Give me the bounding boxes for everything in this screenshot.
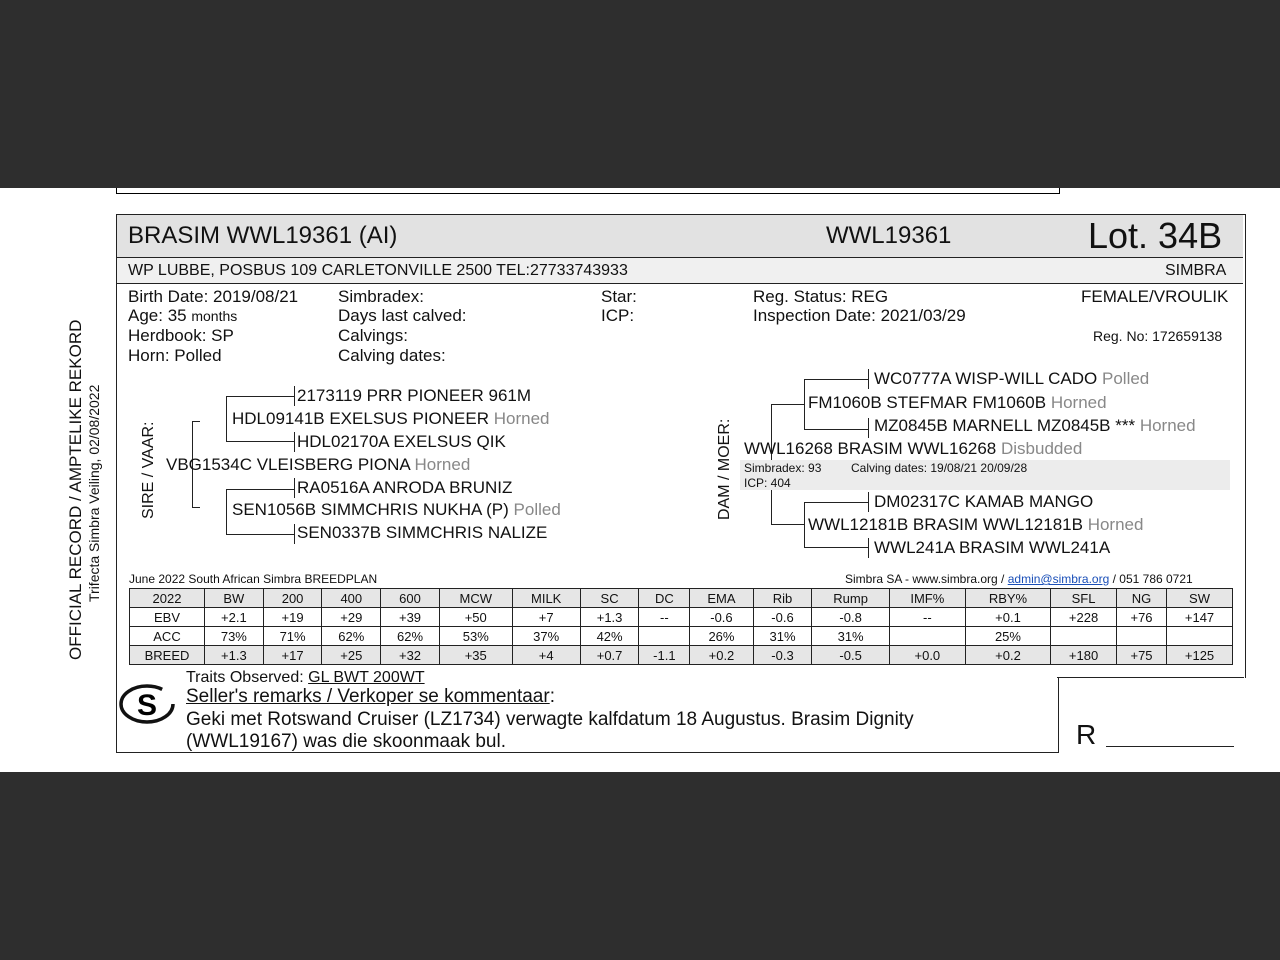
star: Star: <box>601 287 637 306</box>
price-symbol: R <box>1076 719 1097 750</box>
dam-label: DAM / MOER: <box>716 418 733 520</box>
ebv-header-cell: MILK <box>512 589 580 608</box>
ebv-cell: -1.1 <box>639 646 690 665</box>
ebv-header-cell: EMA <box>690 589 753 608</box>
sire-sire: HDL09141B EXELSUS PIONEER Horned <box>232 409 550 428</box>
icp: ICP: <box>601 306 635 325</box>
dam: WWL16268 BRASIM WWL16268 Disbudded <box>744 439 1083 458</box>
ebv-cell: +0.2 <box>965 646 1050 665</box>
ebv-cell: +125 <box>1167 646 1233 665</box>
lot-number: Lot. 34B <box>1088 215 1223 256</box>
ebv-cell: BREED <box>130 646 205 665</box>
remarks-line-2: (WWL19167) was die skoonmaak bul. <box>186 731 506 752</box>
ebv-table <box>129 588 1233 665</box>
ebv-cell: +19 <box>263 608 322 627</box>
ebv-cell: +1.3 <box>205 646 264 665</box>
dam-dam-dam: WWL241A BRASIM WWL241A <box>874 538 1111 557</box>
sire-sire-sire: 2173119 PRR PIONEER 961M <box>297 386 532 405</box>
ebv-cell: 25% <box>965 627 1050 646</box>
remarks-line-1: Geki met Rotswand Cruiser (LZ1734) verwagte kalfdatum 18 Augustus. Brasim Dignity <box>186 709 914 730</box>
ebv-cell <box>639 627 690 646</box>
ebv-header-cell: RBY% <box>965 589 1050 608</box>
dam-simbradex: Simbradex: 93 <box>744 461 822 475</box>
ebv-cell: +180 <box>1051 646 1117 665</box>
sire-label: SIRE / VAAR: <box>140 421 157 519</box>
sire: VBG1534C VLEISBERG PIONA Horned <box>166 455 471 474</box>
ebv-cell: 26% <box>690 627 753 646</box>
previous-card-edge <box>116 188 1060 194</box>
ebv-cell: ACC <box>130 627 205 646</box>
dam-sire-sire: WC0777A WISP-WILL CADO Polled <box>874 369 1150 388</box>
ebv-cell: +4 <box>512 646 580 665</box>
ebv-cell: EBV <box>130 608 205 627</box>
svg-text:S: S <box>136 689 158 722</box>
ebv-cell: 73% <box>205 627 264 646</box>
dam-sire: FM1060B STEFMAR FM1060B Horned <box>808 393 1107 412</box>
breed-name: SIMBRA <box>1165 262 1227 279</box>
ebv-cell: -0.5 <box>812 646 890 665</box>
ebv-cell: -0.6 <box>753 608 812 627</box>
sex: FEMALE/VROULIK <box>1081 287 1229 306</box>
ebv-row <box>130 608 1233 627</box>
ebv-cell: +35 <box>439 646 512 665</box>
ebv-cell: +17 <box>263 646 322 665</box>
dam-sire-dam: MZ0845B MARNELL MZ0845B *** Horned <box>874 416 1196 435</box>
ebv-cell: 62% <box>322 627 381 646</box>
sire-dam-dam: SEN0337B SIMMCHRIS NALIZE <box>297 523 548 542</box>
ebv-cell <box>1167 627 1233 646</box>
ebv-cell: -0.3 <box>753 646 812 665</box>
ebv-row <box>130 627 1233 646</box>
sire-dam-sire: RA0516A ANRODA BRUNIZ <box>297 478 513 497</box>
ebv-cell: 42% <box>580 627 639 646</box>
ebv-cell: +228 <box>1051 608 1117 627</box>
days-last-calved: Days last calved: <box>338 306 467 325</box>
breedplan-caption: June 2022 South African Simbra BREEDPLAN <box>129 572 378 586</box>
ebv-cell: 62% <box>381 627 440 646</box>
ebv-cell: 71% <box>263 627 322 646</box>
ebv-cell: +75 <box>1116 646 1166 665</box>
ebv-cell: 53% <box>439 627 512 646</box>
calvings: Calvings: <box>338 326 408 345</box>
inspection-date: Inspection Date: 2021/03/29 <box>753 306 966 325</box>
birth-date: Birth Date: 2019/08/21 <box>128 287 299 306</box>
lot-card <box>116 214 1244 752</box>
simbra-contact: Simbra SA - www.simbra.org / admin@simbra.org / 051 786 0721 <box>845 572 1193 586</box>
ebv-header-cell: SFL <box>1051 589 1117 608</box>
ebv-cell: -- <box>889 608 965 627</box>
ebv-header-cell: NG <box>1116 589 1166 608</box>
ebv-header-cell: Rump <box>812 589 890 608</box>
ebv-cell: +147 <box>1167 608 1233 627</box>
ebv-cell <box>889 627 965 646</box>
dam-calving-dates: Calving dates: 19/08/21 20/09/28 <box>851 461 1028 475</box>
horn-status: Horn: Polled <box>128 346 222 365</box>
ebv-cell: -- <box>639 608 690 627</box>
simbra-logo <box>118 680 176 726</box>
ebv-cell: -0.6 <box>690 608 753 627</box>
animal-id: WWL19361 <box>826 222 952 249</box>
ebv-header-cell: SW <box>1167 589 1233 608</box>
ebv-cell: +0.1 <box>965 608 1050 627</box>
ebv-cell: +29 <box>322 608 381 627</box>
animal-title: BRASIM WWL19361 (AI) <box>128 222 398 249</box>
reg-number: Reg. No: 172659138 <box>1093 328 1223 344</box>
ebv-cell: +32 <box>381 646 440 665</box>
ebv-header-row <box>130 589 1233 608</box>
ebv-cell: +0.2 <box>690 646 753 665</box>
ebv-cell: +25 <box>322 646 381 665</box>
ebv-header-cell: 2022 <box>130 589 205 608</box>
ebv-cell: +39 <box>381 608 440 627</box>
ebv-cell: 37% <box>512 627 580 646</box>
ebv-header-cell: MCW <box>439 589 512 608</box>
calving-dates: Calving dates: <box>338 346 446 365</box>
ebv-header-cell: Rib <box>753 589 812 608</box>
traits-observed: Traits Observed: GL BWT 200WT <box>186 669 425 686</box>
ebv-header-cell: 200 <box>263 589 322 608</box>
ebv-cell: +0.7 <box>580 646 639 665</box>
ebv-header-cell: BW <box>205 589 264 608</box>
dam-dam-sire: DM02317C KAMAB MANGO <box>874 492 1094 511</box>
ebv-cell: +50 <box>439 608 512 627</box>
ebv-row <box>130 646 1233 665</box>
herdbook: Herdbook: SP <box>128 326 234 345</box>
dam-dam: WWL12181B BRASIM WWL12181B Horned <box>808 515 1144 534</box>
ebv-cell <box>1051 627 1117 646</box>
ebv-header-cell: SC <box>580 589 639 608</box>
reg-status: Reg. Status: REG <box>753 287 889 306</box>
email-link[interactable]: admin@simbra.org <box>1007 572 1110 586</box>
simbradex: Simbradex: <box>338 287 424 306</box>
ebv-cell: -0.8 <box>812 608 890 627</box>
ebv-cell: +7 <box>512 608 580 627</box>
trifecta-label: Trifecta Simbra Veiling, 02/08/2022 <box>86 384 102 602</box>
ebv-header-cell: 400 <box>322 589 381 608</box>
ebv-cell: +2.1 <box>205 608 264 627</box>
dam-icp: ICP: 404 <box>744 476 791 490</box>
ebv-cell <box>1116 627 1166 646</box>
official-record-label: OFFICIAL RECORD / AMPTELIKE REKORD <box>66 319 85 660</box>
ebv-header-cell: IMF% <box>889 589 965 608</box>
price-field[interactable] <box>1106 746 1234 747</box>
ebv-cell: 31% <box>753 627 812 646</box>
sire-dam: SEN1056B SIMMCHRIS NUKHA (P) Polled <box>232 500 561 519</box>
ebv-cell: +0.0 <box>889 646 965 665</box>
ebv-header-cell: 600 <box>381 589 440 608</box>
owner-details: WP LUBBE, POSBUS 109 CARLETONVILLE 2500 TEL:27733743933 <box>128 262 628 279</box>
remarks-title: Seller's remarks / Verkoper se kommentaar: <box>186 686 555 707</box>
ebv-header-cell: DC <box>639 589 690 608</box>
ebv-cell: +76 <box>1116 608 1166 627</box>
ebv-cell: 31% <box>812 627 890 646</box>
sire-sire-dam: HDL02170A EXELSUS QIK <box>297 432 506 451</box>
age: Age: 35 months <box>128 306 238 325</box>
document-page <box>0 188 1280 772</box>
ebv-cell: +1.3 <box>580 608 639 627</box>
